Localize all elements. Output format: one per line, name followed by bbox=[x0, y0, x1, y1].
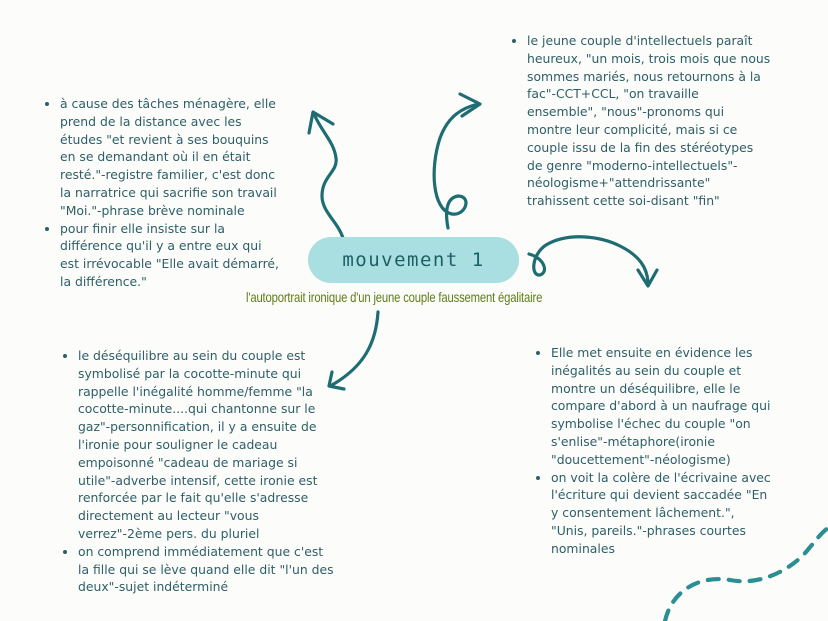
bottom-right-note bbox=[531, 344, 771, 558]
central-topic-title: mouvement 1 bbox=[342, 249, 485, 271]
arrow-to-bottom-right bbox=[529, 237, 648, 282]
arrow-to-top-right bbox=[434, 104, 478, 228]
bottom-left-note bbox=[58, 347, 338, 596]
arrow-to-top-left bbox=[315, 116, 343, 238]
top-right-note bbox=[507, 32, 772, 210]
list-item: à cause des tâches ménagère, elle prend de la distance avec les études "et revient à ses bouquins en se demandant où il en était resté."-registre familier, c'est donc la narratrice qui sacrifie son travail "Moi."-phrase brève nominale bbox=[60, 95, 280, 220]
list-item: Elle met ensuite en évidence les inégalités au sein du couple et montre un déséquilibre, elle le compare d'abord à un naufrage qui symbolise l'échec du couple "on s'enlise"-métaphore(ironie "doucettement"-néologisme) bbox=[551, 345, 771, 467]
central-topic-pill bbox=[308, 237, 519, 283]
list-item: le déséquilibre au sein du couple est symbolisé par la cocotte-minute qui rappelle l'inégalité homme/femme "la cocotte-minute....qui chantonne sur le gaz"-personnification, il y a ensuite de l'ironie pour souligner le cadeau empoisonné "cadeau de mariage si utile"-adverbe intensif, cette ironie est renforcée par le fait qu'elle s'adresse directement au lecteur "vous verrez"-2ème pers. du pluriel bbox=[78, 347, 338, 543]
list-item: pour finir elle insiste sur la différence qu'il y a entre eux qui est irrévocable "Elle avait démarré, la différence." bbox=[60, 220, 279, 289]
arrow-to-bottom-left bbox=[332, 312, 378, 385]
list-item: on voit la colère de l'écrivaine avec l'écriture qui devient saccadée "En y consentement lâchement.", "Unis, pareils."-phrases courtes nominales bbox=[551, 469, 771, 556]
list-item: on comprend immédiatement que c'est la fille qui se lève quand elle dit "l'un des deux"-sujet indéterminé bbox=[78, 543, 338, 596]
central-topic-subtitle: l'autoportrait ironique d'un jeune couple faussement égalitaire bbox=[246, 290, 543, 305]
list-item: le jeune couple d'intellectuels paraît heureux, "un mois, trois mois que nous sommes mariés, nous retournons à la fac"-CCT+CCL, "on travaille ensemble", "nous"-pronoms qui montre leur complicité, mais si ce couple issu de la fin des stéréotypes de genre "moderno-intellectuels"-néologisme+"attendrissante" trahissent cette soi-disant "fin" bbox=[527, 33, 771, 209]
top-left-note bbox=[40, 95, 280, 291]
